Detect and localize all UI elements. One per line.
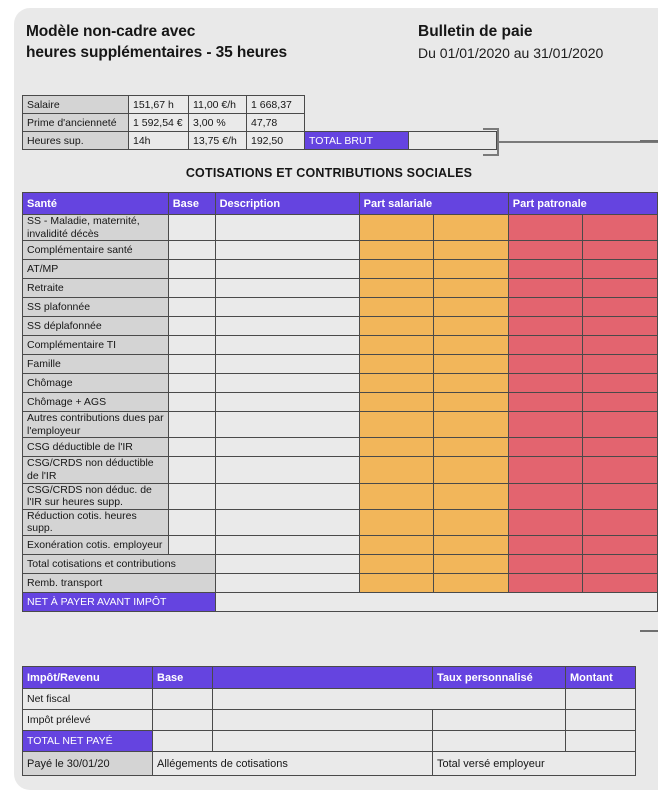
total-net-middle (213, 731, 433, 752)
contrib-row-label: SS - Maladie, maternité, invalidité décès (23, 215, 169, 241)
contrib-row-base (168, 393, 215, 412)
total-contributions-patronale-b (583, 554, 658, 573)
table-row (23, 241, 658, 260)
contrib-row-base (168, 241, 215, 260)
salary-row-base: 1 592,54 € (129, 114, 189, 132)
contrib-row-patronale-a (508, 260, 583, 279)
contrib-row-salariale-b (434, 355, 509, 374)
contrib-row-salariale-a (359, 260, 434, 279)
contrib-row-label: SS plafonnée (23, 298, 169, 317)
contrib-row-description (215, 317, 359, 336)
contrib-row-patronale-b (583, 483, 658, 509)
table-row (23, 412, 658, 438)
table-footer-row (23, 752, 636, 776)
contrib-row-description (215, 483, 359, 509)
table-header-row (23, 193, 658, 215)
contrib-row-description (215, 260, 359, 279)
contrib-row-salariale-a (359, 535, 434, 554)
contrib-row-salariale-a (359, 374, 434, 393)
contrib-row-salariale-a (359, 483, 434, 509)
contrib-row-patronale-a (508, 279, 583, 298)
contrib-row-description (215, 509, 359, 535)
table-row (23, 355, 658, 374)
contrib-row-patronale-b (583, 317, 658, 336)
transport-patronale-a (508, 573, 583, 592)
contrib-row-salariale-a (359, 355, 434, 374)
doc-title-line1: Modèle non-cadre avec (26, 23, 196, 40)
contrib-row-patronale-a (508, 241, 583, 260)
table-row (23, 298, 658, 317)
header-tax-amount: Montant (566, 667, 636, 689)
transport-salariale-b (434, 573, 509, 592)
total-net-amount (566, 731, 636, 752)
page-title (26, 22, 426, 64)
contrib-row-patronale-a (508, 355, 583, 374)
contrib-row-patronale-b (583, 393, 658, 412)
contrib-row-salariale-b (434, 412, 509, 438)
contrib-row-patronale-a (508, 374, 583, 393)
contrib-row-description (215, 393, 359, 412)
tax-row-middle (213, 689, 566, 710)
contrib-row-patronale-b (583, 457, 658, 483)
contrib-row-base (168, 298, 215, 317)
header-tax-middle (213, 667, 433, 689)
contrib-row-patronale-b (583, 438, 658, 457)
salary-row-rate: 11,00 €/h (189, 96, 247, 114)
contrib-row-description (215, 298, 359, 317)
contrib-row-base (168, 509, 215, 535)
contrib-row-label: CSG/CRDS non déduc. de l'IR sur heures supp. (23, 483, 169, 509)
salary-row-base: 14h (129, 132, 189, 150)
net-before-tax-value (215, 592, 657, 611)
total-contributions-salariale-b (434, 554, 509, 573)
contrib-row-label: CSG/CRDS non déductible de l'IR (23, 457, 169, 483)
contrib-row-base (168, 438, 215, 457)
header-tax-base: Base (153, 667, 213, 689)
contrib-row-label: Chômage + AGS (23, 393, 169, 412)
header-tax-rate: Taux personnalisé (433, 667, 566, 689)
contrib-row-salariale-b (434, 374, 509, 393)
salary-row-label: Prime d'ancienneté (23, 114, 129, 132)
contrib-row-label: Autres contributions dues par l'employeur (23, 412, 169, 438)
table-row (23, 535, 658, 554)
tax-row-label: Impôt prélevé (23, 710, 153, 731)
table-row (23, 336, 658, 355)
table-row-net-before-tax (23, 592, 658, 611)
contrib-row-salariale-b (434, 535, 509, 554)
edge-tick-net-before-tax (640, 630, 658, 632)
contrib-row-patronale-b (583, 509, 658, 535)
contrib-row-salariale-a (359, 241, 434, 260)
tax-row-label: Net fiscal (23, 689, 153, 710)
contrib-row-salariale-b (434, 317, 509, 336)
transport-label: Remb. transport (23, 573, 216, 592)
total-contributions-label: Total cotisations et contributions (23, 554, 216, 573)
table-row-transport (23, 573, 658, 592)
table-row (23, 317, 658, 336)
edge-tick-total-brut (640, 140, 658, 142)
contrib-row-salariale-b (434, 298, 509, 317)
header-part-salariale: Part salariale (359, 193, 508, 215)
bulletin-title: Bulletin de paie (418, 23, 533, 40)
total-contributions-salariale-a (359, 554, 434, 573)
table-row (23, 438, 658, 457)
contrib-row-salariale-b (434, 279, 509, 298)
contrib-row-label: Réduction cotis. heures supp. (23, 509, 169, 535)
contrib-row-salariale-a (359, 279, 434, 298)
contrib-row-salariale-b (434, 483, 509, 509)
contrib-row-salariale-a (359, 509, 434, 535)
contrib-row-base (168, 279, 215, 298)
contrib-row-patronale-b (583, 374, 658, 393)
contrib-row-description (215, 412, 359, 438)
contrib-row-patronale-a (508, 509, 583, 535)
contrib-row-label: AT/MP (23, 260, 169, 279)
contrib-row-description (215, 374, 359, 393)
header-income-tax: Impôt/Revenu (23, 667, 153, 689)
total-net-rate (433, 731, 566, 752)
contrib-row-patronale-b (583, 412, 658, 438)
table-row (23, 279, 658, 298)
tax-row-base (153, 689, 213, 710)
contrib-row-label: Chômage (23, 374, 169, 393)
contrib-row-salariale-a (359, 317, 434, 336)
table-row (23, 483, 658, 509)
contrib-row-base (168, 355, 215, 374)
contrib-row-patronale-a (508, 317, 583, 336)
contrib-row-base (168, 457, 215, 483)
contrib-row-description (215, 279, 359, 298)
tax-row-base (153, 710, 213, 731)
contrib-row-patronale-b (583, 279, 658, 298)
contrib-row-patronale-a (508, 535, 583, 554)
table-row (23, 215, 658, 241)
contrib-row-label: SS déplafonnée (23, 317, 169, 336)
contrib-row-salariale-a (359, 336, 434, 355)
contrib-row-description (215, 457, 359, 483)
contrib-row-patronale-a (508, 457, 583, 483)
salary-row-rate: 3,00 % (189, 114, 247, 132)
contrib-row-patronale-b (583, 355, 658, 374)
contrib-row-base (168, 483, 215, 509)
total-contributions-description (215, 554, 359, 573)
salary-row-label: Salaire (23, 96, 129, 114)
contrib-row-patronale-a (508, 483, 583, 509)
total-brut-leader-line (498, 141, 658, 143)
table-row (23, 260, 658, 279)
contrib-row-salariale-a (359, 412, 434, 438)
contrib-row-salariale-b (434, 438, 509, 457)
contrib-row-salariale-b (434, 457, 509, 483)
contrib-row-salariale-b (434, 260, 509, 279)
table-row-total-contributions (23, 554, 658, 573)
contrib-row-patronale-b (583, 336, 658, 355)
salary-row-amount: 1 668,37 (247, 96, 305, 114)
table-row (23, 374, 658, 393)
contrib-row-description (215, 535, 359, 554)
total-brut-bracket (483, 128, 499, 156)
contrib-row-patronale-a (508, 393, 583, 412)
tax-row-middle (213, 710, 433, 731)
header-description: Description (215, 193, 359, 215)
contrib-row-description (215, 336, 359, 355)
contrib-row-salariale-a (359, 438, 434, 457)
salary-row-label: Heures sup. (23, 132, 129, 150)
contrib-row-salariale-b (434, 241, 509, 260)
contrib-row-description (215, 355, 359, 374)
salary-row-rate: 13,75 €/h (189, 132, 247, 150)
contrib-row-base (168, 374, 215, 393)
table-row (23, 710, 636, 731)
transport-salariale-a (359, 573, 434, 592)
contrib-row-patronale-b (583, 535, 658, 554)
contrib-row-patronale-a (508, 438, 583, 457)
doc-title-line2: heures supplémentaires - 35 heures (26, 43, 288, 61)
tax-row-rate (433, 710, 566, 731)
contrib-row-salariale-b (434, 215, 509, 241)
tax-row-amount (566, 710, 636, 731)
table-row (23, 689, 636, 710)
tax-table (22, 666, 636, 776)
total-contributions-patronale-a (508, 554, 583, 573)
salary-row-amount: 47,78 (247, 114, 305, 132)
total-net-paid-label: TOTAL NET PAYÉ (23, 731, 153, 752)
table-row-total-net (23, 731, 636, 752)
contrib-row-base (168, 535, 215, 554)
contrib-row-label: Complémentaire TI (23, 336, 169, 355)
salary-row-base: 151,67 h (129, 96, 189, 114)
contrib-row-patronale-a (508, 412, 583, 438)
header-part-patronale: Part patronale (508, 193, 657, 215)
contrib-row-patronale-a (508, 336, 583, 355)
contrib-row-patronale-b (583, 298, 658, 317)
contrib-row-salariale-b (434, 509, 509, 535)
section-title: COTISATIONS ET CONTRIBUTIONS SOCIALES (185, 166, 473, 180)
header-base: Base (168, 193, 215, 215)
contrib-row-salariale-a (359, 215, 434, 241)
contrib-row-patronale-b (583, 215, 658, 241)
contrib-row-base (168, 260, 215, 279)
contrib-row-patronale-b (583, 241, 658, 260)
contrib-row-salariale-a (359, 298, 434, 317)
table-row (23, 132, 497, 150)
contrib-row-patronale-a (508, 215, 583, 241)
contrib-row-base (168, 336, 215, 355)
contrib-row-label: Famille (23, 355, 169, 374)
employer-total-label: Total versé employeur (433, 752, 636, 776)
contrib-row-patronale-b (583, 260, 658, 279)
salary-table (22, 95, 497, 150)
contrib-row-base (168, 317, 215, 336)
contrib-row-base (168, 215, 215, 241)
contrib-row-salariale-b (434, 336, 509, 355)
tax-row-amount (566, 689, 636, 710)
header-category: Santé (23, 193, 169, 215)
contrib-row-base (168, 412, 215, 438)
total-net-base (153, 731, 213, 752)
contrib-row-label: Complémentaire santé (23, 241, 169, 260)
bulletin-period: Du 01/01/2020 au 31/01/2020 (418, 44, 604, 61)
contrib-row-description (215, 438, 359, 457)
reductions-label: Allégements de cotisations (153, 752, 433, 776)
contrib-row-salariale-a (359, 457, 434, 483)
total-brut-label: TOTAL BRUT (305, 132, 409, 150)
contrib-row-label: Exonération cotis. employeur (23, 535, 169, 554)
table-row (23, 114, 497, 132)
contrib-row-description (215, 241, 359, 260)
contrib-row-label: Retraite (23, 279, 169, 298)
bulletin-block (418, 22, 648, 64)
contrib-row-patronale-a (508, 298, 583, 317)
contributions-table (22, 192, 658, 612)
transport-patronale-b (583, 573, 658, 592)
contrib-row-description (215, 215, 359, 241)
contrib-row-label: CSG déductible de l'IR (23, 438, 169, 457)
contrib-row-salariale-a (359, 393, 434, 412)
table-row (23, 509, 658, 535)
table-row (23, 96, 497, 114)
table-header-row (23, 667, 636, 689)
net-before-tax-label: NET À PAYER AVANT IMPÔT (23, 592, 216, 611)
contrib-row-salariale-b (434, 393, 509, 412)
salary-row-amount: 192,50 (247, 132, 305, 150)
table-row (23, 457, 658, 483)
transport-description (215, 573, 359, 592)
table-row (23, 393, 658, 412)
paid-on-label: Payé le 30/01/20 (23, 752, 153, 776)
